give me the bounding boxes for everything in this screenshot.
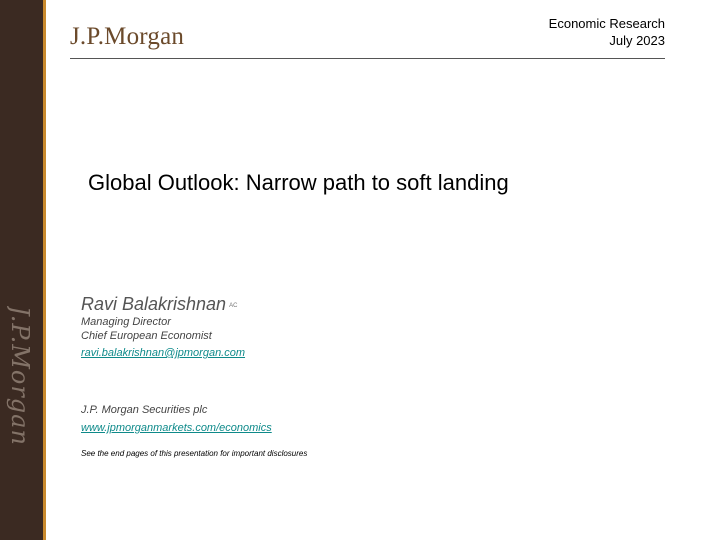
side-watermark-logo [6,306,36,476]
page-title: Global Outlook: Narrow path to soft landing [88,170,509,195]
disclosure-note: See the end pages of this presentation for important disclosures [81,449,308,458]
side-bar-accent [43,0,46,540]
analyst-certification-mark: AC [229,303,238,309]
date-label: July 2023 [609,33,665,48]
author-position: Chief European Economist [81,330,212,342]
firm-name: J.P. Morgan Securities plc [81,404,208,416]
department-label: Economic Research [548,16,665,31]
author-name: Ravi Balakrishnan [81,294,227,314]
jpmorgan-logo: J.P.Morgan [70,23,185,50]
author-role: Managing Director [81,316,171,328]
side-bar [0,0,43,540]
header-divider [70,58,665,59]
author-name-line [81,293,245,315]
author-block [81,293,245,361]
firm-block [81,402,272,436]
side-watermark-text: J.P.Morgan [6,306,34,446]
header-info [549,15,665,49]
firm-url-link[interactable]: www.jpmorganmarkets.com/economics [81,422,272,434]
author-email-link[interactable]: ravi.balakrishnan@jpmorgan.com [81,347,246,359]
